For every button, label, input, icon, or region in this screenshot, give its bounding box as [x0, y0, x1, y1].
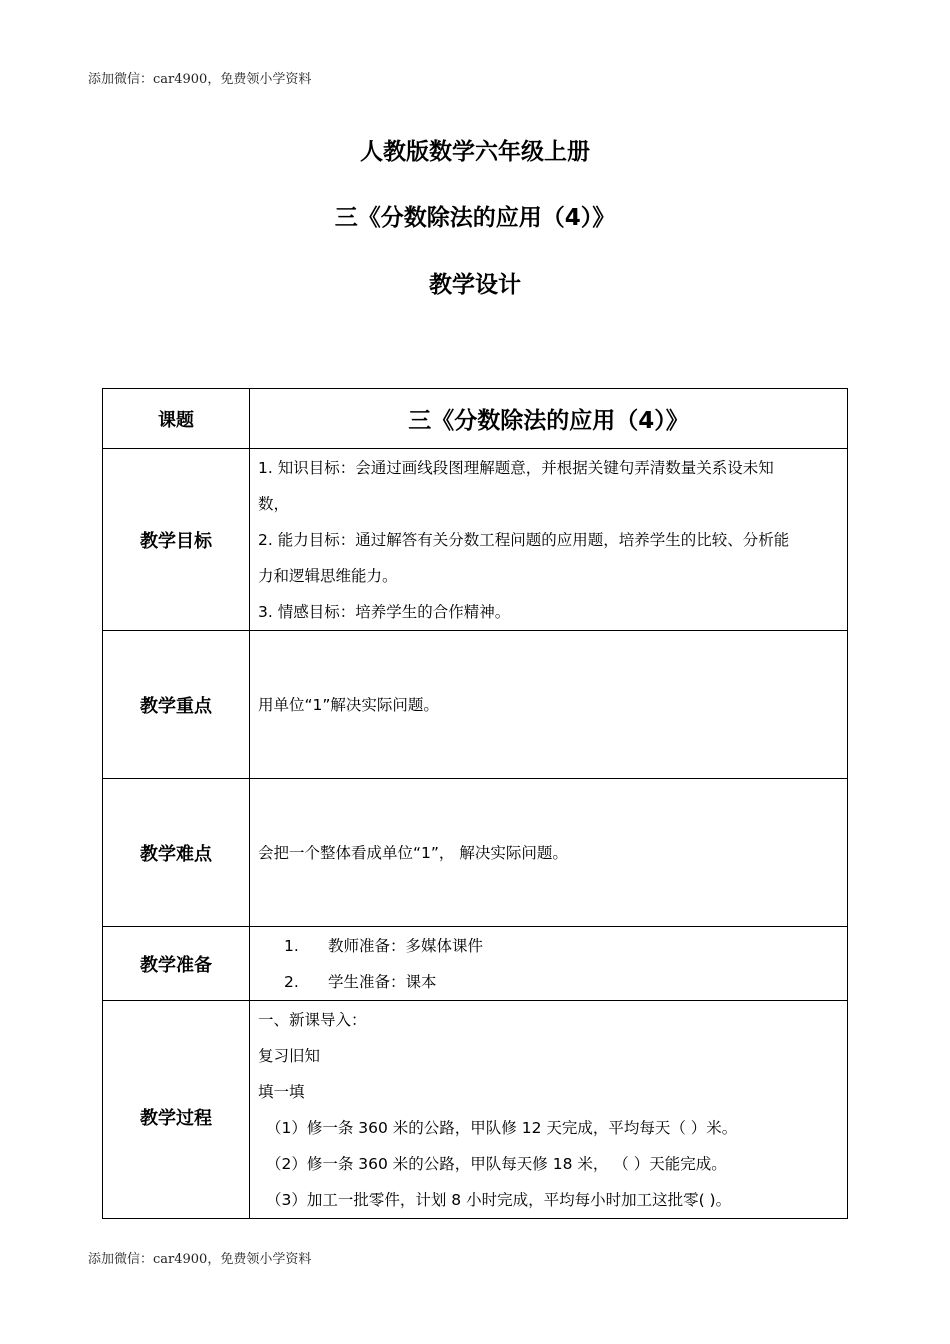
- row-objectives: [103, 449, 848, 631]
- row-subject: [103, 389, 848, 449]
- key-point-label: 教学重点: [103, 631, 250, 779]
- process-label: 教学过程: [103, 1001, 250, 1219]
- process-line: （3）加工一批零件，计划 8 小时完成，平均每小时加工这批零( )。: [266, 1190, 732, 1209]
- subject-label: 课题: [103, 389, 250, 449]
- row-difficulty: [103, 779, 848, 927]
- row-key-point: [103, 631, 848, 779]
- row-preparation: [103, 927, 848, 1001]
- objective-line: 2. 能力目标：通过解答有关分数工程问题的应用题，培养学生的比较、分析能: [258, 530, 790, 549]
- preparation-item-text: 教师准备：多媒体课件: [328, 936, 484, 955]
- objective-line: 数，: [258, 494, 290, 513]
- preparation-item-number: 2.: [284, 972, 299, 991]
- key-point-value: 用单位“1”解决实际问题。: [250, 631, 848, 779]
- lesson-plan-table: [102, 388, 848, 1219]
- watermark-top: 添加微信：car4900，免费领小学资料: [88, 72, 312, 87]
- process-line: （1）修一条 360 米的公路，甲队修 12 天完成，平均每天（ ）米。: [266, 1118, 738, 1137]
- difficulty-label: 教学难点: [103, 779, 250, 927]
- row-process: [103, 1001, 848, 1219]
- objective-line: 1. 知识目标：会通过画线段图理解题意，并根据关键句弄清数量关系设未知: [258, 458, 774, 477]
- preparation-item: [258, 928, 839, 964]
- preparation-label: 教学准备: [103, 927, 250, 1001]
- objectives-content: [250, 449, 848, 631]
- preparation-item: [258, 964, 839, 1000]
- document-title-type: 教学设计: [429, 272, 521, 298]
- difficulty-value: 会把一个整体看成单位“1”， 解决实际问题。: [250, 779, 848, 927]
- process-line: （2）修一条 360 米的公路，甲队每天修 18 米， （ ）天能完成。: [266, 1154, 727, 1173]
- preparation-item-text: 学生准备：课本: [328, 972, 437, 991]
- objective-line: 3. 情感目标：培养学生的合作精神。: [258, 602, 511, 621]
- process-content: [250, 1001, 848, 1219]
- preparation-content: [250, 927, 848, 1001]
- document-title-lesson: 三《分数除法的应用（4）》: [334, 205, 616, 231]
- document-title-book: 人教版数学六年级上册: [360, 139, 590, 165]
- watermark-bottom: 添加微信：car4900，免费领小学资料: [88, 1252, 312, 1267]
- preparation-item-number: 1.: [284, 936, 299, 955]
- process-line: 一、新课导入：: [258, 1010, 367, 1029]
- process-line: 填一填: [258, 1082, 305, 1101]
- subject-value: 三《分数除法的应用（4）》: [250, 389, 848, 449]
- objective-line: 力和逻辑思维能力。: [258, 566, 398, 585]
- objectives-label: 教学目标: [103, 449, 250, 631]
- process-line: 复习旧知: [258, 1046, 321, 1065]
